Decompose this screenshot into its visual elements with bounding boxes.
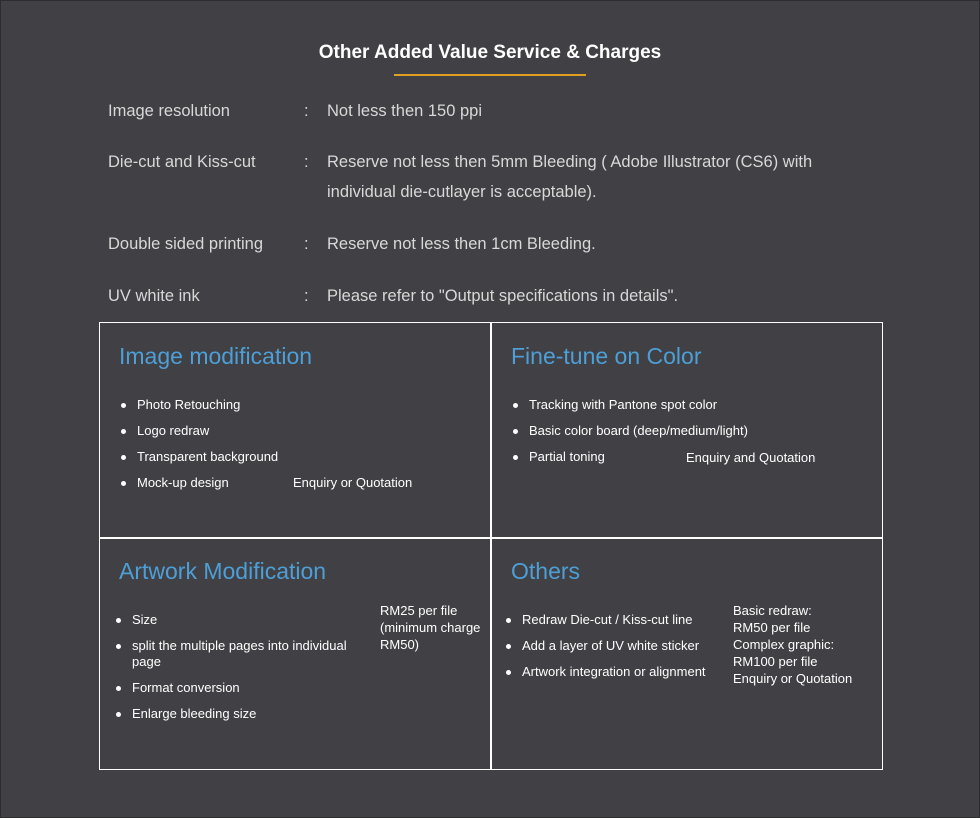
spec-value-line: Reserve not less then 1cm Bleeding.	[327, 235, 596, 253]
spec-value	[327, 281, 847, 311]
list-item: Format conversion	[116, 680, 356, 696]
image-modification-note: Enquiry or Quotation	[293, 475, 413, 490]
cell-title-fine-tune-color: Fine-tune on Color	[511, 343, 702, 369]
others-note	[733, 602, 852, 687]
spec-colon: :	[304, 235, 309, 253]
grid-divider-vertical	[490, 322, 492, 770]
spec-label: Double sided printing	[108, 235, 264, 253]
list-item: Photo Retouching	[121, 397, 421, 413]
grid-divider-horizontal	[99, 537, 883, 539]
spec-colon: :	[304, 153, 309, 171]
spec-value	[327, 96, 847, 126]
note-line: Basic redraw:	[733, 603, 812, 618]
list-item: Tracking with Pantone spot color	[513, 397, 843, 413]
spec-value	[327, 147, 847, 207]
others-list	[506, 612, 731, 690]
note-line: RM50)	[380, 637, 420, 652]
list-item: Redraw Die-cut / Kiss-cut line	[506, 612, 731, 628]
note-line: (minimum charge	[380, 620, 481, 635]
spec-value-line: Not less then 150 ppi	[327, 102, 483, 120]
page-title: Other Added Value Service & Charges	[318, 42, 662, 63]
artwork-modification-list	[116, 612, 356, 732]
spec-colon: :	[304, 102, 309, 120]
note-line: RM25 per file	[380, 603, 458, 618]
cell-title-others: Others	[511, 558, 581, 584]
note-line: RM100 per file	[733, 654, 818, 669]
artwork-modification-note	[380, 602, 480, 653]
list-item: Add a layer of UV white sticker	[506, 638, 731, 654]
spec-label: UV white ink	[108, 287, 200, 305]
spec-value-line: Reserve not less then 5mm Bleeding ( Adobe Illustrator (CS6) with	[327, 153, 813, 171]
list-item: Partial toning	[513, 449, 843, 465]
fine-tune-color-note: Enquiry and Quotation	[686, 450, 816, 465]
spec-label: Die-cut and Kiss-cut	[108, 153, 256, 171]
spec-value-line: Please refer to "Output specifications in details".	[327, 287, 679, 305]
list-item: Transparent background	[121, 449, 421, 465]
title-underline	[394, 74, 586, 76]
list-item: Logo redraw	[121, 423, 421, 439]
list-item: Mock-up design	[121, 475, 421, 491]
list-item: Artwork integration or alignment	[506, 664, 731, 680]
list-item: Basic color board (deep/medium/light)	[513, 423, 843, 439]
spec-colon: :	[304, 287, 309, 305]
cell-title-artwork-modification: Artwork Modification	[119, 558, 327, 584]
note-line: Complex graphic:	[733, 637, 835, 652]
list-item: split the multiple pages into individual page	[116, 638, 356, 670]
note-line: RM50 per file	[733, 620, 811, 635]
spec-label: Image resolution	[108, 102, 230, 120]
list-item: Enlarge bleeding size	[116, 706, 356, 722]
spec-value-line: individual die-cutlayer is acceptable).	[327, 183, 597, 201]
list-item: Size	[116, 612, 356, 628]
note-line: Enquiry or Quotation	[733, 671, 853, 686]
spec-value	[327, 229, 847, 259]
cell-title-image-modification: Image modification	[119, 343, 313, 369]
